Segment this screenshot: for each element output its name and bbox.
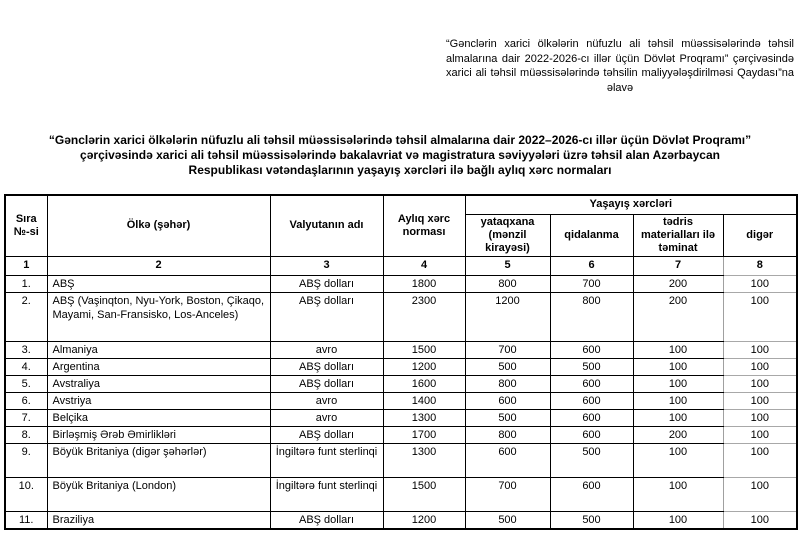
cell-materials: 100 — [633, 358, 723, 375]
table-row — [5, 341, 797, 358]
column-number: 7 — [633, 256, 723, 275]
cell-row-number: 5. — [5, 375, 47, 392]
cell-food: 600 — [550, 409, 633, 426]
table-row — [5, 375, 797, 392]
cell-currency: ABŞ dolları — [270, 358, 383, 375]
cell-country: Braziliya — [47, 511, 270, 529]
cell-monthly-norm: 1600 — [383, 375, 465, 392]
cell-country: Argentina — [47, 358, 270, 375]
cell-housing: 700 — [465, 341, 550, 358]
table-row — [5, 443, 797, 477]
cell-materials: 100 — [633, 409, 723, 426]
header-row-top — [5, 195, 797, 214]
cell-row-number: 2. — [5, 292, 47, 341]
cell-monthly-norm: 1300 — [383, 409, 465, 426]
cell-housing: 800 — [465, 375, 550, 392]
cell-monthly-norm: 1800 — [383, 275, 465, 292]
cell-row-number: 9. — [5, 443, 47, 477]
cell-materials: 200 — [633, 275, 723, 292]
cell-housing: 500 — [465, 409, 550, 426]
cell-housing: 800 — [465, 426, 550, 443]
cell-materials: 100 — [633, 443, 723, 477]
table-row — [5, 511, 797, 529]
column-number: 4 — [383, 256, 465, 275]
cell-materials: 100 — [633, 477, 723, 511]
cell-country: Böyük Britaniya (digər şəhərlər) — [47, 443, 270, 477]
cell-currency: avro — [270, 392, 383, 409]
cell-country: Belçika — [47, 409, 270, 426]
cell-country: Birləşmiş Ərəb Əmirlikləri — [47, 426, 270, 443]
table-header — [5, 195, 797, 275]
column-number: 3 — [270, 256, 383, 275]
cell-housing: 600 — [465, 443, 550, 477]
cell-currency: İngiltərə funt sterlinqi — [270, 443, 383, 477]
cell-monthly-norm: 1300 — [383, 443, 465, 477]
cell-monthly-norm: 1400 — [383, 392, 465, 409]
expense-norms-table — [4, 194, 798, 530]
cell-housing: 700 — [465, 477, 550, 511]
cell-materials: 200 — [633, 426, 723, 443]
cell-other: 100 — [723, 426, 797, 443]
cell-other: 100 — [723, 392, 797, 409]
cell-food: 600 — [550, 341, 633, 358]
cell-monthly-norm: 2300 — [383, 292, 465, 341]
cell-housing: 600 — [465, 392, 550, 409]
column-number: 1 — [5, 256, 47, 275]
document-title: “Gənclərin xarici ölkələrin nüfuzlu ali təhsil müəssisələrində təhsil almalarına dair 2022–2026-cı illər üçün Dövlət Proqramı” çərçivəsində xarici ali təhsil müəssisələrində bakalavriat və magistratura səviyyələri üzrə təhsil alan Azərbaycan Respublikası vətəndaşlarının yaşayış xərcləri ilə bağlı aylıq xərc normaları — [48, 133, 752, 177]
column-number: 2 — [47, 256, 270, 275]
column-number: 6 — [550, 256, 633, 275]
cell-materials: 100 — [633, 511, 723, 529]
cell-housing: 500 — [465, 358, 550, 375]
header-yataqxana: yataqxana (mənzil kirayəsi) — [465, 214, 550, 256]
table-row — [5, 358, 797, 375]
column-number: 5 — [465, 256, 550, 275]
cell-row-number: 1. — [5, 275, 47, 292]
header-sira: Sıra №-si — [5, 195, 47, 256]
cell-other: 100 — [723, 477, 797, 511]
cell-housing: 500 — [465, 511, 550, 529]
cell-monthly-norm: 1200 — [383, 511, 465, 529]
cell-currency: İngiltərə funt sterlinqi — [270, 477, 383, 511]
cell-currency: ABŞ dolları — [270, 292, 383, 341]
header-valyuta: Valyutanın adı — [270, 195, 383, 256]
cell-food: 800 — [550, 292, 633, 341]
cell-materials: 200 — [633, 292, 723, 341]
cell-country: Avstraliya — [47, 375, 270, 392]
cell-currency: ABŞ dolları — [270, 275, 383, 292]
header-diger: digər — [723, 214, 797, 256]
cell-other: 100 — [723, 292, 797, 341]
cell-row-number: 8. — [5, 426, 47, 443]
cell-housing: 1200 — [465, 292, 550, 341]
cell-other: 100 — [723, 358, 797, 375]
cell-country: Almaniya — [47, 341, 270, 358]
cell-currency: avro — [270, 341, 383, 358]
cell-other: 100 — [723, 341, 797, 358]
cell-country: ABŞ — [47, 275, 270, 292]
cell-currency: ABŞ dolları — [270, 511, 383, 529]
cell-currency: avro — [270, 409, 383, 426]
cell-row-number: 10. — [5, 477, 47, 511]
cell-other: 100 — [723, 511, 797, 529]
cell-food: 500 — [550, 443, 633, 477]
cell-food: 600 — [550, 392, 633, 409]
cell-materials: 100 — [633, 341, 723, 358]
cell-country: Avstriya — [47, 392, 270, 409]
header-row-column-numbers — [5, 256, 797, 275]
cell-monthly-norm: 1500 — [383, 477, 465, 511]
header-olke: Ölkə (şəhər) — [47, 195, 270, 256]
cell-food: 700 — [550, 275, 633, 292]
table-row — [5, 292, 797, 341]
cell-monthly-norm: 1700 — [383, 426, 465, 443]
cell-other: 100 — [723, 443, 797, 477]
table-body — [5, 275, 797, 529]
cell-currency: ABŞ dolları — [270, 426, 383, 443]
table-row — [5, 275, 797, 292]
cell-food: 600 — [550, 477, 633, 511]
cell-row-number: 4. — [5, 358, 47, 375]
cell-materials: 100 — [633, 392, 723, 409]
cell-row-number: 3. — [5, 341, 47, 358]
column-number: 8 — [723, 256, 797, 275]
cell-food: 600 — [550, 426, 633, 443]
document-page — [0, 37, 800, 530]
table-row — [5, 477, 797, 511]
header-group-yasayis-xercleri: Yaşayış xərcləri — [465, 195, 797, 214]
cell-row-number: 7. — [5, 409, 47, 426]
cell-monthly-norm: 1500 — [383, 341, 465, 358]
cell-currency: ABŞ dolları — [270, 375, 383, 392]
table-row — [5, 426, 797, 443]
header-ayliq-xerc: Aylıq xərc norması — [383, 195, 465, 256]
table-row — [5, 392, 797, 409]
cell-food: 600 — [550, 375, 633, 392]
cell-other: 100 — [723, 375, 797, 392]
cell-country: Böyük Britaniya (London) — [47, 477, 270, 511]
header-tedris: tədris materialları ilə təminat — [633, 214, 723, 256]
cell-food: 500 — [550, 511, 633, 529]
cell-country: ABŞ (Vaşinqton, Nyu-York, Boston, Çikaqo, Mayami, San-Fransisko, Los-Anceles) — [47, 292, 270, 341]
cell-monthly-norm: 1200 — [383, 358, 465, 375]
cell-food: 500 — [550, 358, 633, 375]
cell-other: 100 — [723, 409, 797, 426]
annex-note: “Gənclərin xarici ölkələrin nüfuzlu ali təhsil müəssisələrində təhsil almalarına dair 2022-2026-cı illər üçün Dövlət Proqramı” çərçivəsində xarici ali təhsil müəssisələrində təhsilin maliyyələşdirilməsi Qaydası”na əlavə — [446, 38, 794, 94]
cell-housing: 800 — [465, 275, 550, 292]
table-row — [5, 409, 797, 426]
cell-other: 100 — [723, 275, 797, 292]
cell-row-number: 6. — [5, 392, 47, 409]
header-qidalanma: qidalanma — [550, 214, 633, 256]
cell-row-number: 11. — [5, 511, 47, 529]
cell-materials: 100 — [633, 375, 723, 392]
